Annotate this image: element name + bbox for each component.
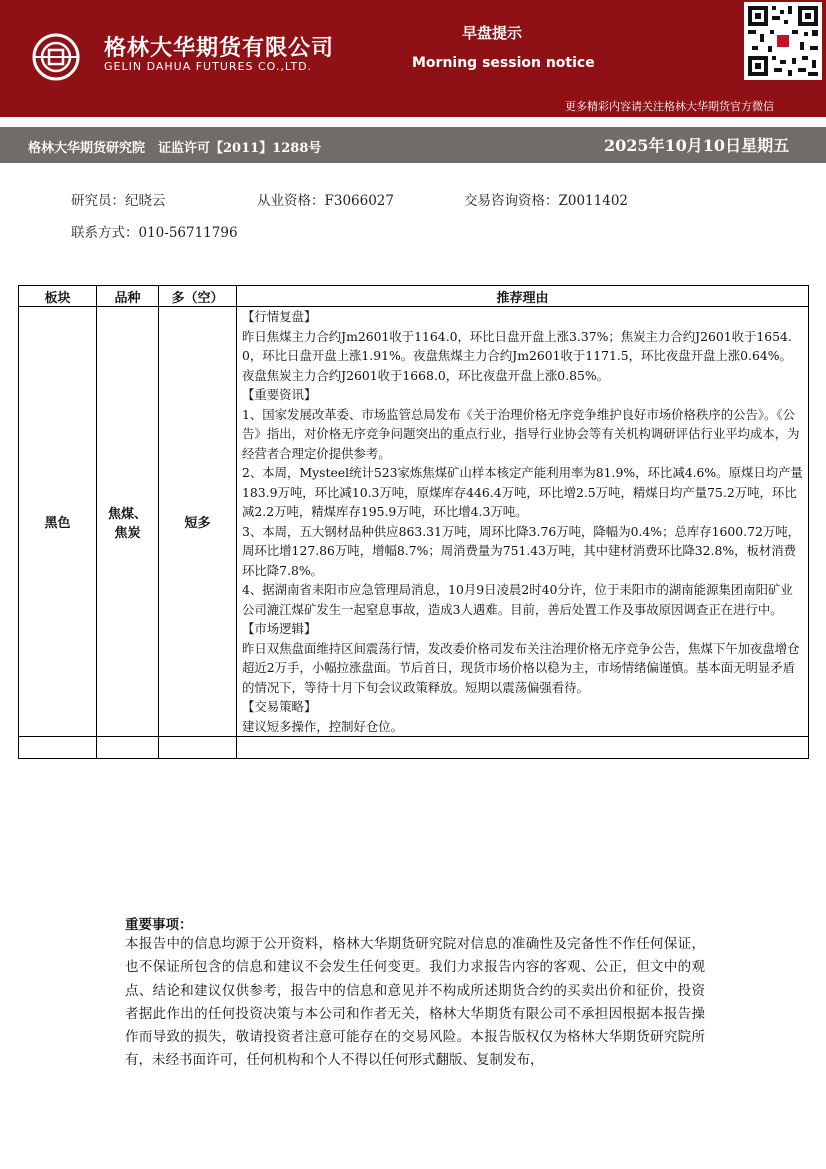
header-variety: 品种	[97, 286, 159, 307]
reason-paragraph: 2、本周，Mysteel统计523家炼焦煤矿山样本核定产能利用率为81.9%，环比减4.6%。原煤日均产量183.9万吨，环比减10.3万吨，原煤库存446.4万吨，环比增2.5万吨，精煤日均产量75.2万吨，环比减2.2万吨，精煤库存195.9万吨，环比增4.3万吨。	[242, 465, 803, 519]
variety-line-2: 焦炭	[114, 525, 141, 541]
company-name-cn: 格林大华期货有限公司	[104, 36, 335, 61]
header-gap	[0, 117, 826, 127]
reason-cell	[237, 307, 809, 737]
reason-heading-strategy: 【交易策略】	[242, 699, 317, 714]
company-name-en: GELIN DAHUA FUTURES CO.,LTD.	[104, 60, 313, 73]
researcher-contact: 联系方式：010-56711796	[71, 225, 238, 241]
reason-paragraph: 4、据湖南省耒阳市应急管理局消息，10月9日凌晨2时40分许，位于耒阳市的湖南能源集团南阳矿业公司漉江煤矿发生一起窒息事故，造成3人遇难。目前，善后处置工作及事故原因调查正在进行中。	[242, 582, 793, 617]
table-header-row	[19, 286, 809, 307]
empty-cell	[237, 737, 809, 759]
company-logo-icon	[30, 31, 82, 83]
notice-title-en: Morning session notice	[412, 55, 595, 71]
researcher-consulting: 交易咨询资格：Z0011402	[464, 193, 629, 209]
notice-title-cn: 早盘提示	[462, 24, 523, 42]
reason-heading-news: 【重要资讯】	[242, 387, 317, 402]
reason-paragraph: 3、本周，五大钢材品种供应863.31万吨，周环比降3.76万吨，降幅为0.4%；总库存1600.72万吨，周环比增127.86万吨，增幅8.7%；周消费量为751.43万吨，其中建材消费环比降32.8%，板材消费环比降7.8%。	[242, 523, 801, 578]
header-sector: 板块	[19, 286, 97, 307]
table-empty-row	[19, 737, 809, 759]
report-date: 2025年10月10日星期五	[604, 136, 790, 155]
direction-cell: 短多	[159, 307, 237, 737]
wechat-follow-text: 更多精彩内容请关注格林大华期货官方微信	[565, 100, 774, 113]
qr-code-icon	[744, 2, 822, 80]
header-reason: 推荐理由	[237, 286, 809, 307]
header-direction: 多（空）	[159, 286, 237, 307]
reason-paragraph: 昨日焦煤主力合约Jm2601收于1164.0，环比日盘开盘上涨3.37%；焦炭主力合约J2601收于1654.0，环比日盘开盘上涨1.91%。夜盘焦煤主力合约Jm2601收于1171.5，环比夜盘开盘上涨0.64%。夜盘焦炭主力合约J2601收于1668.0，环比夜盘开盘上涨0.85%。	[242, 328, 792, 383]
variety-line-1: 焦煤、	[107, 506, 147, 522]
empty-cell	[97, 737, 159, 759]
reason-paragraph: 建议短多操作，控制好仓位。	[242, 718, 404, 734]
sector-cell: 黑色	[19, 307, 97, 737]
empty-cell	[19, 737, 97, 759]
institute-license: 格林大华期货研究院 证监许可【2011】1288号	[28, 141, 322, 156]
researcher-name: 研究员：纪晓云	[71, 193, 166, 209]
disclaimer-title: 重要事项：	[125, 917, 193, 933]
researcher-qualification: 从业资格：F3066027	[257, 193, 394, 209]
reason-heading-review: 【行情复盘】	[242, 309, 317, 324]
table-row	[19, 307, 809, 737]
variety-cell	[97, 307, 159, 737]
recommendation-table	[18, 285, 809, 759]
reason-paragraph: 1、国家发展改革委、市场监管总局发布《关于治理价格无序竞争维护良好市场价格秩序的公告》。《公告》指出，对价格无序竞争问题突出的重点行业，指导行业协会等有关机构调研评估行业平均成本，为经营者合理定价提供参考。	[242, 406, 800, 461]
empty-cell	[159, 737, 237, 759]
disclaimer-body: 本报告中的信息均源于公开资料，格林大华期货研究院对信息的准确性及完备性不作任何保证，也不保证所包含的信息和建议不会发生任何变更。我们力求报告内容的客观、公正，但文中的观点、结论和建议仅供参考，报告中的信息和意见并不构成所述期货合约的买卖出价和征价，投资者据此作出的任何投资决策与本公司和作者无关，格林大华期货有限公司不承担因根据本报告操作而导致的损失，敬请投资者注意可能存在的交易风险。本报告版权仅为格林大华期货研究院所有，未经书面许可，任何机构和个人不得以任何形式翻版、复制发布，	[125, 936, 705, 1069]
reason-heading-logic: 【市场逻辑】	[242, 621, 317, 636]
reason-paragraph: 昨日双焦盘面维持区间震荡行情，发改委价格司发布关注治理价格无序竞争公告，焦煤下午加夜盘增仓超近2万手，小幅拉涨盘面。节后首日，现货市场价格以稳为主，市场情绪偏谨慎。基本面无明显矛盾的情况下，等待十月下旬会议政策释放。短期以震荡偏强看待。	[242, 640, 800, 695]
